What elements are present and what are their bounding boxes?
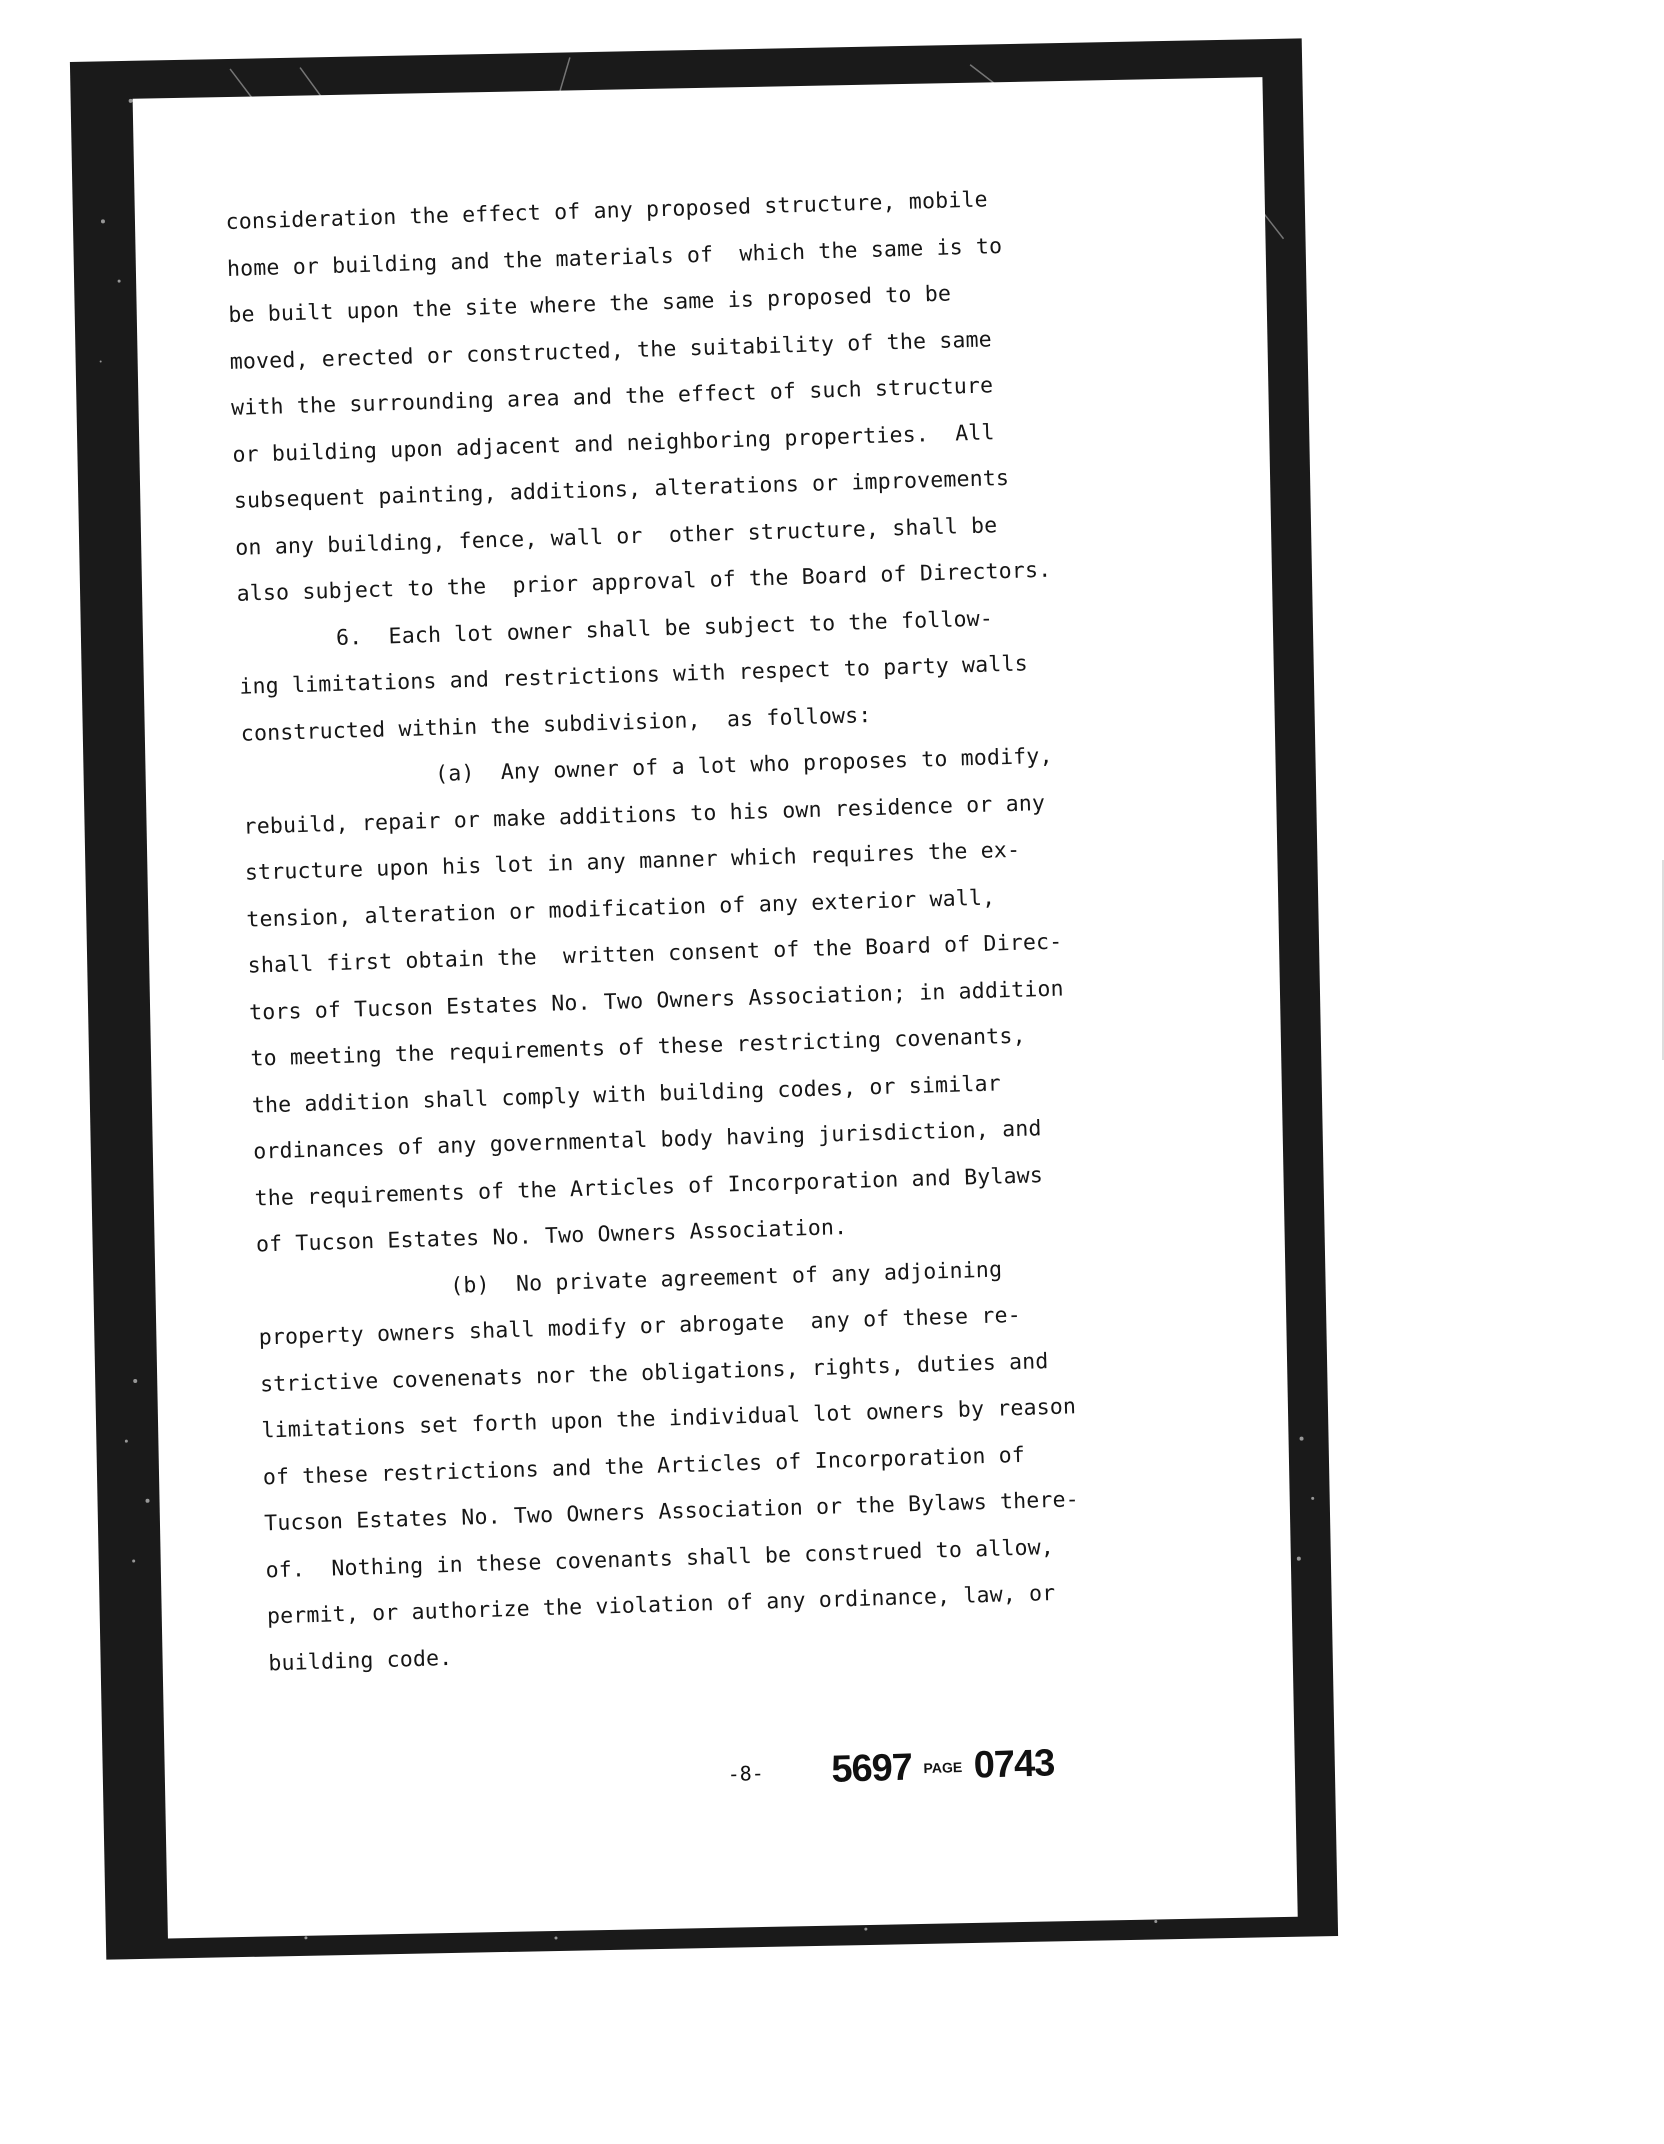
text-line: on any building, fence, wall or other structure, shall be	[234, 512, 998, 561]
book-number-stamp: 5697	[830, 1746, 913, 1791]
text-line: subsequent painting, additions, alterations or improvements	[233, 465, 1010, 514]
text-line: moved, erected or constructed, the suitability of the same	[229, 326, 993, 375]
text-line: or building upon adjacent and neighboring properties. All	[232, 419, 995, 468]
text-line: ing limitations and restrictions with respect to party walls	[239, 651, 1029, 700]
text-line: consideration the effect of any proposed structure, mobile	[225, 187, 989, 235]
text-line: property owners shall modify or abrogate any of these re-	[258, 1302, 1022, 1351]
text-line: tors of Tucson Estates No. Two Owners Association; in addition	[248, 975, 1065, 1026]
text-line: also subject to the prior approval of the Board of Directors.	[236, 557, 1052, 607]
text-line: of these restrictions and the Articles of Incorporation of	[262, 1442, 1026, 1490]
text-line: strictive covenenats nor the obligations, rights, duties and	[259, 1348, 1049, 1397]
text-line: ordinances of any governmental body having jurisdiction, and	[252, 1116, 1042, 1165]
text-line: Tucson Estates No. Two Owners Association or the Bylaws there-	[263, 1487, 1080, 1537]
text-line: the requirements of the Articles of Incorporation and Bylaws	[254, 1162, 1044, 1212]
page-label-stamp: PAGE	[923, 1758, 963, 1776]
text-line: building code.	[268, 1645, 453, 1676]
text-line: shall first obtain the written consent of the Board of Direc-	[247, 929, 1063, 979]
text-line: permit, or authorize the violation of any ordinance, law, or	[266, 1580, 1056, 1630]
text-line: tension, alteration or modification of any exterior wall,	[245, 884, 996, 933]
text-line: with the surrounding area and the effect of such structure	[230, 373, 994, 421]
text-line: limitations set forth upon the individual lot owners by reason	[261, 1394, 1077, 1444]
subsection-a-start: (a) Any owner of a lot who proposes to modify,	[434, 743, 1054, 788]
text-line: of. Nothing in these covenants shall be construed to allow,	[265, 1534, 1055, 1583]
text-line: of Tucson Estates No. Two Owners Association.	[255, 1214, 848, 1258]
page-number: -8-	[727, 1760, 765, 1786]
text-line: the addition shall comply with building codes, or similar	[251, 1070, 1002, 1119]
subsection-b-start: (b) No private agreement of any adjoining	[449, 1256, 1003, 1299]
text-line: rebuild, repair or make additions to his own residence or any	[243, 790, 1046, 840]
text-line: structure upon his lot in any manner which requires the ex-	[244, 837, 1021, 886]
page-ref-stamp: 0743	[973, 1742, 1055, 1787]
text-line: home or building and the materials of which the same is to	[226, 233, 1003, 282]
text-line: be built upon the site where the same is proposed to be	[228, 281, 952, 328]
text-line: constructed within the subdivision, as follows:	[240, 702, 872, 747]
document-body	[225, 173, 1169, 1687]
text-line: to meeting the requirements of these restricting covenants,	[250, 1023, 1027, 1072]
paragraph-6-start: 6. Each lot owner shall be subject to the follow-	[335, 605, 994, 651]
